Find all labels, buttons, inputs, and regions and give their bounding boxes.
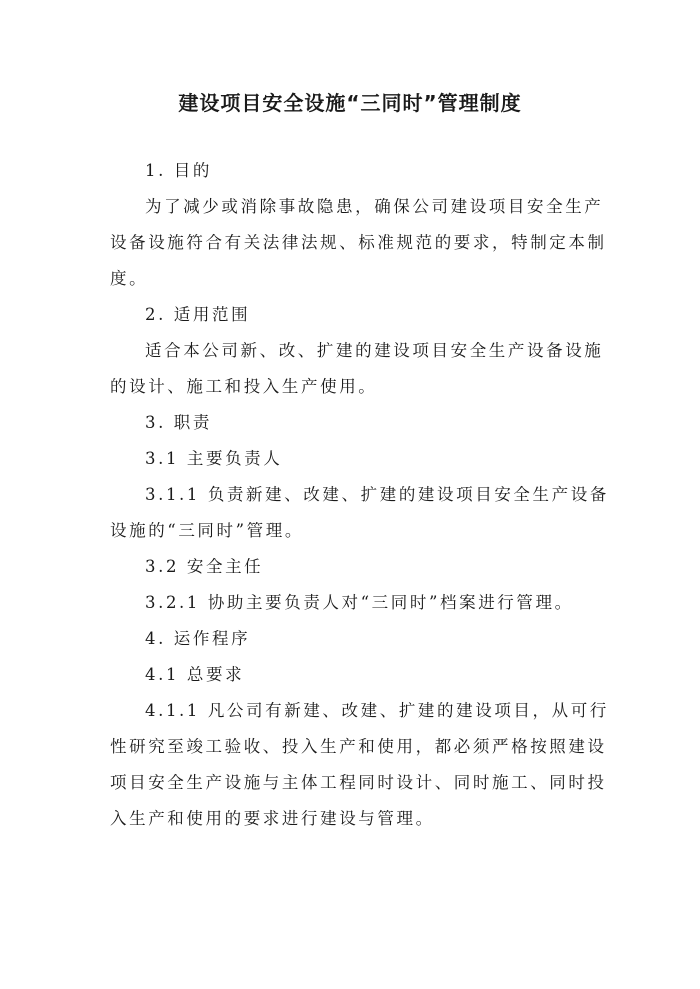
paragraph-line: 3.2.1 协助主要负责人对“三同时”档案进行管理。: [145, 593, 574, 612]
subsection-heading: 3.2 安全主任: [145, 557, 264, 576]
section-heading: 3. 职责: [145, 413, 212, 432]
paragraph-line: 的设计、施工和投入生产使用。: [110, 377, 378, 396]
paragraph-line: 3.1.1 负责新建、改建、扩建的建设项目安全生产设备: [145, 485, 609, 504]
paragraph-line: 入生产和使用的要求进行建设与管理。: [110, 809, 435, 828]
page-title: 建设项目安全设施“三同时”管理制度: [178, 91, 522, 115]
paragraph-line: 度。: [110, 269, 149, 288]
paragraph-line: 适合本公司新、改、扩建的建设项目安全生产设备设施: [145, 341, 604, 360]
section-heading: 1. 目的: [145, 161, 212, 180]
paragraph-line: 项目安全生产设施与主体工程同时设计、同时施工、同时投: [110, 773, 607, 792]
subsection-heading: 4.1 总要求: [145, 665, 245, 684]
paragraph-line: 设备设施符合有关法律法规、标准规范的要求，特制定本制: [110, 233, 607, 252]
paragraph-line: 性研究至竣工验收、投入生产和使用，都必须严格按照建设: [110, 737, 607, 756]
subsection-heading: 3.1 主要负责人: [145, 449, 283, 468]
paragraph-line: 设施的“三同时”管理。: [110, 521, 304, 540]
paragraph-line: 4.1.1 凡公司有新建、改建、扩建的建设项目，从可行: [145, 701, 609, 720]
section-heading: 4. 运作程序: [145, 629, 251, 648]
paragraph-line: 为了减少或消除事故隐患，确保公司建设项目安全生产: [145, 197, 604, 216]
document-body: [110, 153, 609, 837]
section-heading: 2. 适用范围: [145, 305, 251, 324]
